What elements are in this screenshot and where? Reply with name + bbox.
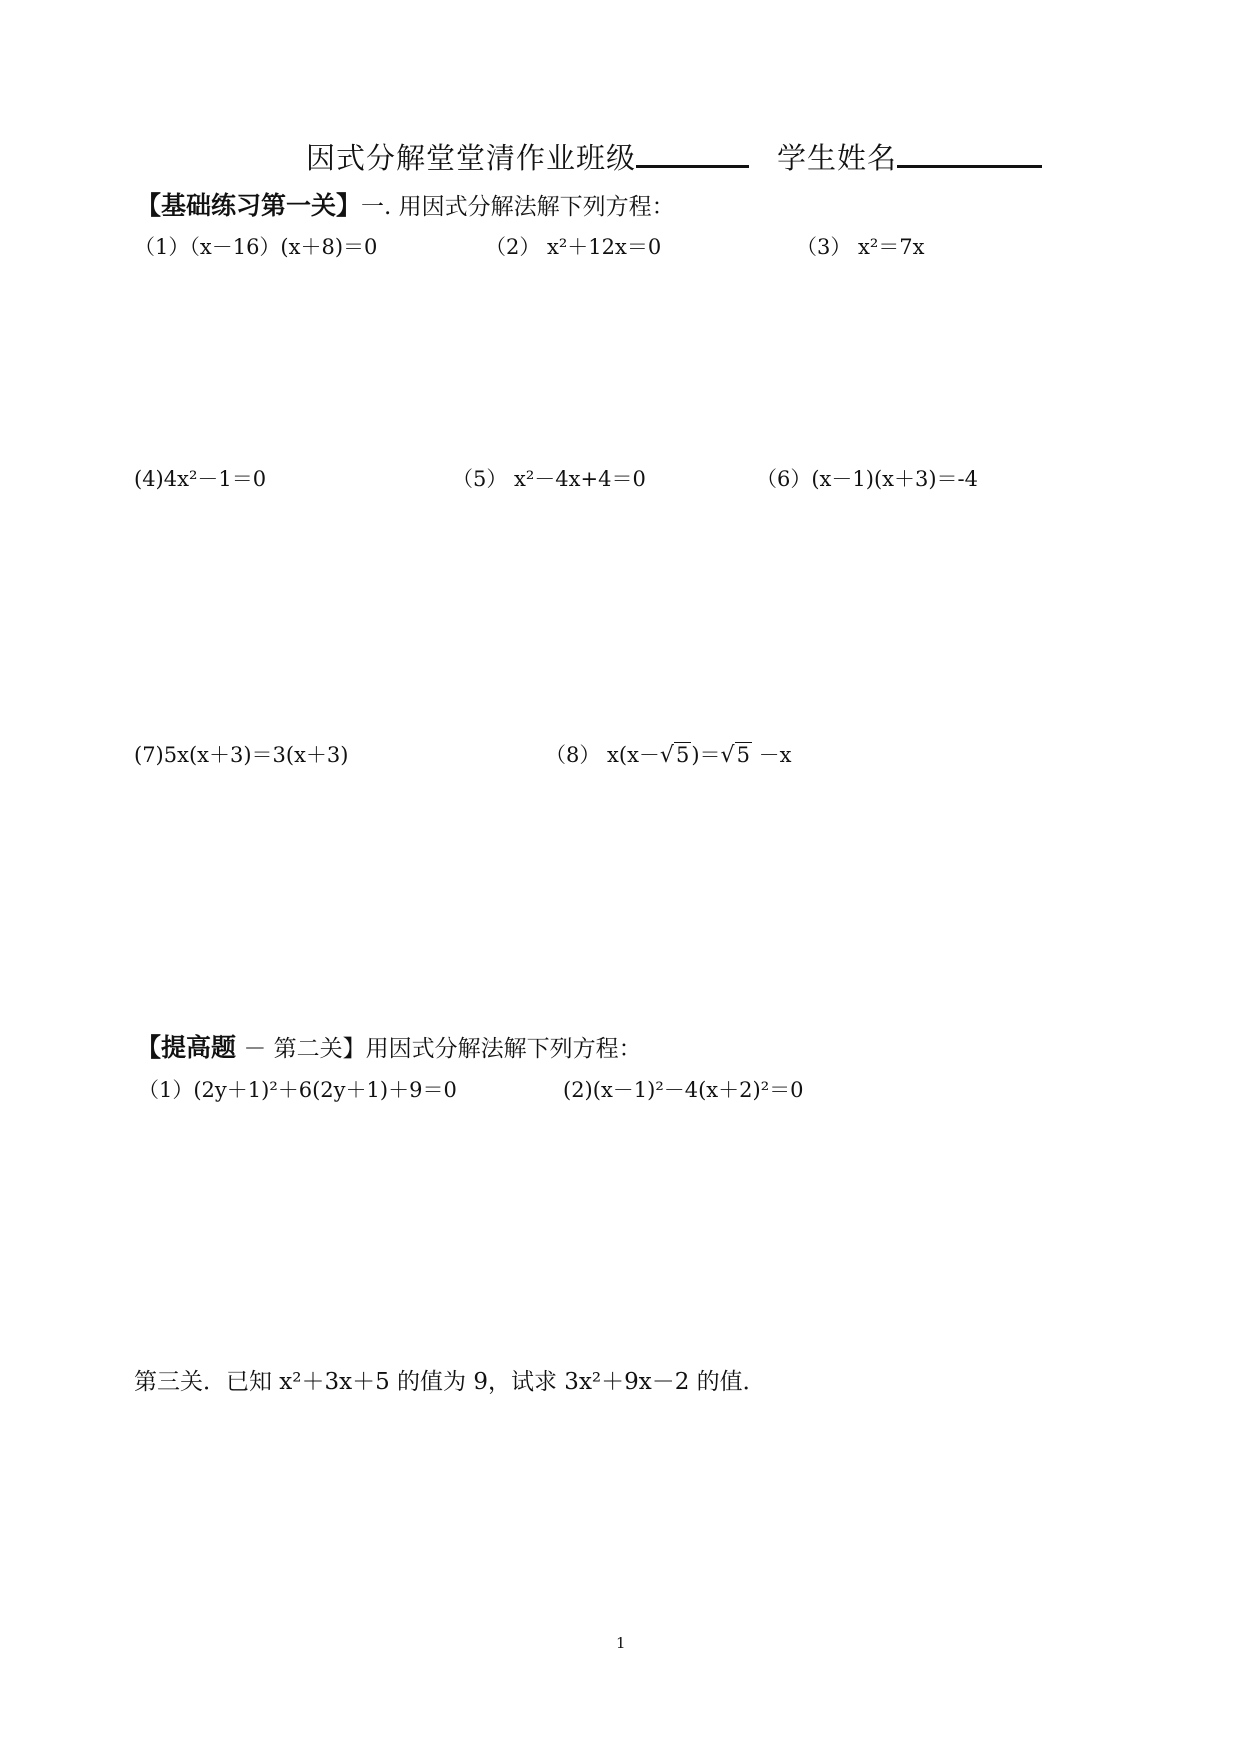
- title-text: 因式分解堂堂清作业班级: [306, 141, 637, 175]
- section-1-instruction: 一. 用因式分解法解下列方程：: [361, 194, 675, 220]
- page-number: 1: [616, 1634, 626, 1652]
- sqrt-5-radical: [660, 743, 691, 768]
- problem-2-2: (2)(x－1)²－4(x＋2)²＝0: [563, 1078, 804, 1102]
- page-title: [306, 136, 1042, 177]
- sqrt-5-radical-2: [721, 743, 752, 768]
- radicand-2: 5: [736, 743, 750, 767]
- problem-5: （5） x²－4x+4＝0: [452, 467, 646, 491]
- section-2-rest: － 第二关】用因式分解法解下列方程：: [236, 1036, 642, 1062]
- problem-2: （2） x²＋12x＝0: [485, 235, 662, 259]
- section-1-heading: [136, 186, 675, 222]
- problem-8-part-a: （8） x(x－: [545, 743, 660, 767]
- problem-3: （3） x²＝7x: [796, 235, 925, 259]
- problem-4: (4)4x²－1＝0: [134, 467, 267, 491]
- student-name-label: 学生姓名: [777, 141, 898, 175]
- problem-8-part-b: )＝: [691, 743, 721, 767]
- problem-2-1: （1）(2y＋1)²＋6(2y＋1)＋9＝0: [138, 1078, 457, 1102]
- student-name-blank[interactable]: [897, 139, 1042, 168]
- problem-8: [545, 739, 791, 769]
- problem-1: （1）（x－16）(x＋8)＝0: [134, 235, 378, 259]
- radicand: 5: [675, 743, 690, 767]
- section-3-problem: 第三关．已知 x²＋3x＋5 的值为 9，试求 3x²＋9x－2 的值．: [134, 1369, 766, 1395]
- class-blank[interactable]: [636, 139, 749, 168]
- section-1-bracket-title: 【基础练习第一关】: [136, 191, 362, 220]
- section-2-bold-title: 【提高题: [136, 1033, 237, 1062]
- problem-8-part-c: －x: [751, 743, 792, 767]
- section-2-heading: [136, 1028, 642, 1064]
- problem-7: (7)5x(x＋3)＝3(x＋3): [134, 743, 349, 767]
- radical-sign-icon: √: [720, 743, 735, 768]
- problem-6: （6）(x－1)(x＋3)＝-4: [756, 467, 978, 491]
- radical-sign-icon: √: [659, 743, 674, 768]
